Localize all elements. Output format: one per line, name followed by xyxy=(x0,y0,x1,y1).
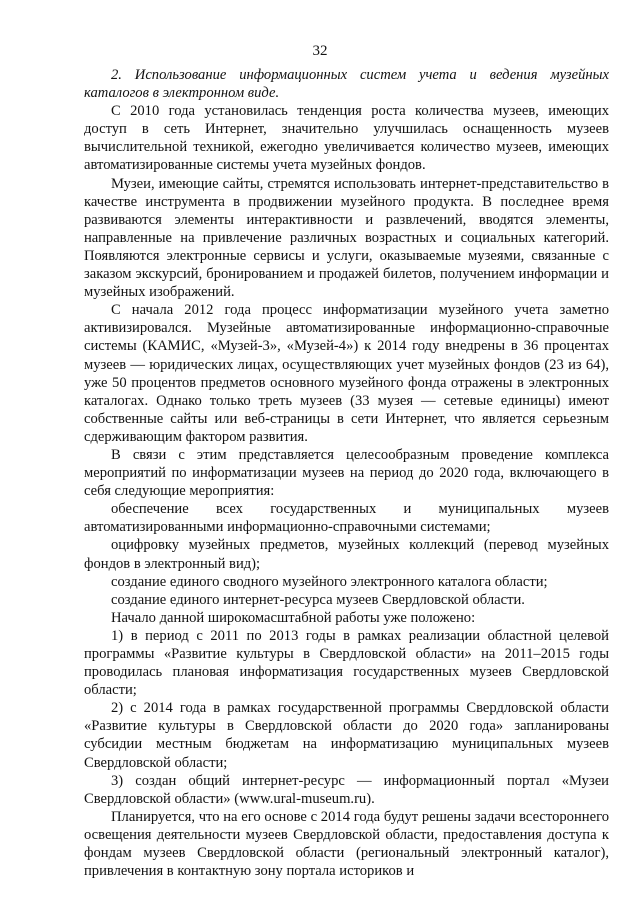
list-item-numbered: 2) с 2014 года в рамках государственной программы Свердловской области «Развитие культуры в Свердловской области до 2020 года» запланированы субсидии местным бюджетам на информатизацию муниципальных музеев Свердловской области; xyxy=(84,700,609,771)
list-item-measure: обеспечение всех государственных и муниципальных музеев автоматизированными информационно-справочными системами; xyxy=(84,501,609,536)
paragraph-internet-access: С 2010 года установилась тенденция роста количества музеев, имеющих доступ в сеть Интернет, значительно улучшилась оснащенность музеев вычислительной техникой, ежегодно увеличивается количество музеев, имеющих автоматизированные системы учета музейных фондов. xyxy=(84,103,609,174)
document-body xyxy=(84,66,609,880)
paragraph-plans: Планируется, что на его основе с 2014 года будут решены задачи всестороннего освещения деятельности музеев Свердловской области, предоставления доступа к фондам музеев Свердловской области (региональный электронный каталог), привлечения в контактную зону портала историков и xyxy=(84,808,609,880)
paragraph-work-started: Начало данной широкомасштабной работы уже положено: xyxy=(111,609,476,626)
list-item-numbered: 3) создан общий интернет-ресурс — информационный портал «Музеи Свердловской области» (www.ural-museum.ru). xyxy=(84,772,609,807)
section-heading: 2. Использование информационных систем учета и ведения музейных каталогов в электронном виде. xyxy=(84,67,609,102)
paragraph-museum-websites: Музеи, имеющие сайты, стремятся использовать интернет-представительство в качестве инструмента в продвижении музейного продукта. В последнее время развиваются элементы интерактивности и развлечений, вводятся элементы, направленные на привлечение различных возрастных и социальных категорий. Появляются электронные сервисы и услуги, оказываемые музеями, связанные с заказом экскурсий, бронированием и продажей билетов, получением информации и музейных изображений. xyxy=(84,175,609,301)
paragraph-measures-intro: В связи с этим представляется целесообразным проведение комплекса мероприятий по информатизации музеев на период до 2020 года, включающего в себя следующие мероприятия: xyxy=(84,446,609,500)
list-item-measure: оцифровку музейных предметов, музейных коллекций (перевод музейных фондов в электронный вид); xyxy=(84,537,609,572)
page-number: 32 xyxy=(312,43,328,59)
list-item-measure: создание единого интернет-ресурса музеев Свердловской области. xyxy=(111,591,525,608)
list-item-numbered: 1) в период с 2011 по 2013 годы в рамках реализации областной целевой программы «Развитие культуры в Свердловской области» на 2011–2015 годы проводилась плановая информатизация государственных музеев Свердловской области; xyxy=(84,627,609,699)
paragraph-informatization-2012: С начала 2012 года процесс информатизации музейного учета заметно активизировался. Музейные автоматизированные информационно-справочные системы (КАМИС, «Музей-3», «Музей-4») к 2014 году внедрены в 36 процентах музеев — юридических лицах, осуществляющих учет музейных фондов (23 из 64), уже 50 процентов предметов основного музейного фонда отражены в электронных каталогах. Однако только треть музеев (33 музея — сетевые единицы) имеют собственные сайты или веб-страницы в сети Интернет, что является серьезным сдерживающим фактором развития. xyxy=(84,302,609,445)
list-item-measure: создание единого сводного музейного электронного каталога области; xyxy=(111,573,548,590)
